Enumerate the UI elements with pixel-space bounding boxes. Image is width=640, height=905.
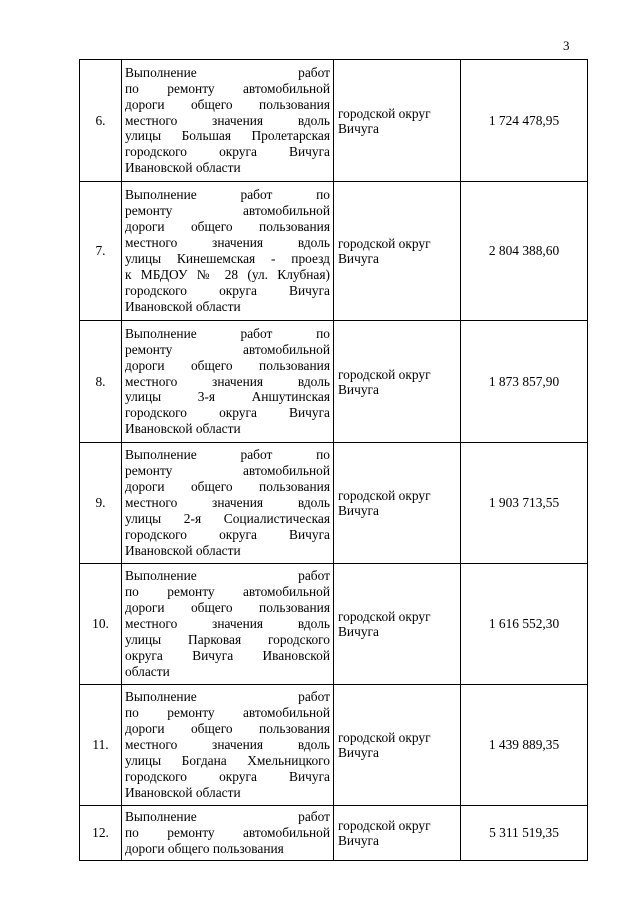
municipality-line: городской округ: [338, 609, 431, 624]
description-line: местного значения вдоль: [125, 112, 330, 128]
description-line: ремонту автомобильной: [125, 463, 330, 479]
municipality-line: Вичуга: [338, 503, 379, 518]
description-line: Выполнение работ: [125, 689, 330, 705]
row-number: 12.: [80, 806, 122, 861]
description-line: ремонту автомобильной: [125, 203, 330, 219]
description-line: по ремонту автомобильной: [125, 705, 330, 721]
municipality: [334, 443, 461, 564]
amount: 1 903 713,55: [461, 443, 588, 564]
description-line: Ивановской области: [125, 784, 241, 800]
municipality: [334, 182, 461, 321]
municipality: [334, 321, 461, 443]
page-number: 3: [563, 38, 570, 53]
table-row: [80, 321, 588, 443]
table-body: [80, 60, 588, 861]
municipality-line: городской округ: [338, 730, 431, 745]
description-line: местного значения вдоль: [125, 373, 330, 389]
description-line: по ремонту автомобильной: [125, 825, 330, 841]
description-line: Выполнение работ по: [125, 325, 330, 341]
table-row: [80, 443, 588, 564]
row-number: 6.: [80, 60, 122, 182]
description-line: дороги общего пользования: [125, 840, 284, 856]
description-line: городского округа Вичуга: [125, 282, 330, 298]
municipality: [334, 806, 461, 861]
municipality-line: городской округ: [338, 236, 431, 251]
description-line: дороги общего пользования: [125, 479, 330, 495]
description-line: Выполнение работ по: [125, 447, 330, 463]
municipality-line: Вичуга: [338, 833, 379, 848]
work-description: [122, 564, 334, 685]
municipality-line: городской округ: [338, 366, 431, 382]
description-line: Ивановской области: [125, 160, 241, 176]
row-number: 9.: [80, 443, 122, 564]
row-number: 11.: [80, 685, 122, 806]
description-line: улицы 3-я Аншутинская: [125, 389, 330, 405]
description-line: городского округа Вичуга: [125, 526, 330, 542]
description-line: Выполнение работ: [125, 809, 330, 825]
description-line: дороги общего пользования: [125, 600, 330, 616]
description-line: улицы Большая Пролетарская: [125, 128, 330, 144]
description-line: Выполнение работ: [125, 568, 330, 584]
description-line: местного значения вдоль: [125, 495, 330, 511]
work-description: [122, 60, 334, 182]
description-line: Ивановской области: [125, 421, 241, 437]
municipality-line: Вичуга: [338, 381, 379, 397]
table-row: [80, 806, 588, 861]
amount: 1 724 478,95: [461, 60, 588, 182]
description-line: Выполнение работ: [125, 64, 330, 80]
description-line: улицы Парковая городского: [125, 631, 330, 647]
amount: 5 311 519,35: [461, 806, 588, 861]
amount: 2 804 388,60: [461, 182, 588, 321]
description-line: улицы Кинешемская - проезд: [125, 251, 330, 266]
description-line: ремонту автомобильной: [125, 341, 330, 357]
amount: 1 439 889,35: [461, 685, 588, 806]
table-row: [80, 685, 588, 806]
municipality-line: Вичуга: [338, 120, 379, 136]
municipality: [334, 60, 461, 182]
municipality-line: городской округ: [338, 488, 431, 503]
row-number: 7.: [80, 182, 122, 321]
row-number: 8.: [80, 321, 122, 443]
work-description: [122, 806, 334, 861]
description-line: Выполнение работ по: [125, 187, 330, 203]
description-line: к МБДОУ № 28 (ул. Клубная): [125, 266, 330, 282]
municipality-line: Вичуга: [338, 624, 379, 639]
description-line: городского округа Вичуга: [125, 405, 330, 421]
description-line: городского округа Вичуга: [125, 144, 330, 160]
description-line: местного значения вдоль: [125, 737, 330, 753]
municipality-line: городской округ: [338, 818, 431, 833]
work-description: [122, 321, 334, 443]
description-line: дороги общего пользования: [125, 357, 330, 373]
amount: 1 616 552,30: [461, 564, 588, 685]
description-line: Ивановской области: [125, 298, 241, 314]
work-description: [122, 443, 334, 564]
work-description: [122, 182, 334, 321]
description-line: области: [125, 663, 170, 679]
municipality-line: городской округ: [338, 105, 431, 121]
description-line: улицы 2-я Социалистическая: [125, 510, 330, 526]
works-table: [79, 59, 588, 861]
description-line: дороги общего пользования: [125, 721, 330, 737]
work-description: [122, 685, 334, 806]
description-line: Ивановской области: [125, 542, 241, 558]
description-line: по ремонту автомобильной: [125, 584, 330, 600]
amount: 1 873 857,90: [461, 321, 588, 443]
description-line: округа Вичуга Ивановской: [125, 647, 330, 663]
table-row: [80, 60, 588, 182]
description-line: местного значения вдоль: [125, 616, 330, 632]
description-line: дороги общего пользования: [125, 219, 330, 235]
municipality-line: Вичуга: [338, 251, 379, 266]
table-row: [80, 182, 588, 321]
description-line: городского округа Вичуга: [125, 768, 330, 784]
description-line: по ремонту автомобильной: [125, 80, 330, 96]
description-line: дороги общего пользования: [125, 96, 330, 112]
municipality: [334, 685, 461, 806]
table-row: [80, 564, 588, 685]
municipality: [334, 564, 461, 685]
description-line: местного значения вдоль: [125, 235, 330, 251]
description-line: улицы Богдана Хмельницкого: [125, 752, 330, 768]
row-number: 10.: [80, 564, 122, 685]
municipality-line: Вичуга: [338, 745, 379, 760]
